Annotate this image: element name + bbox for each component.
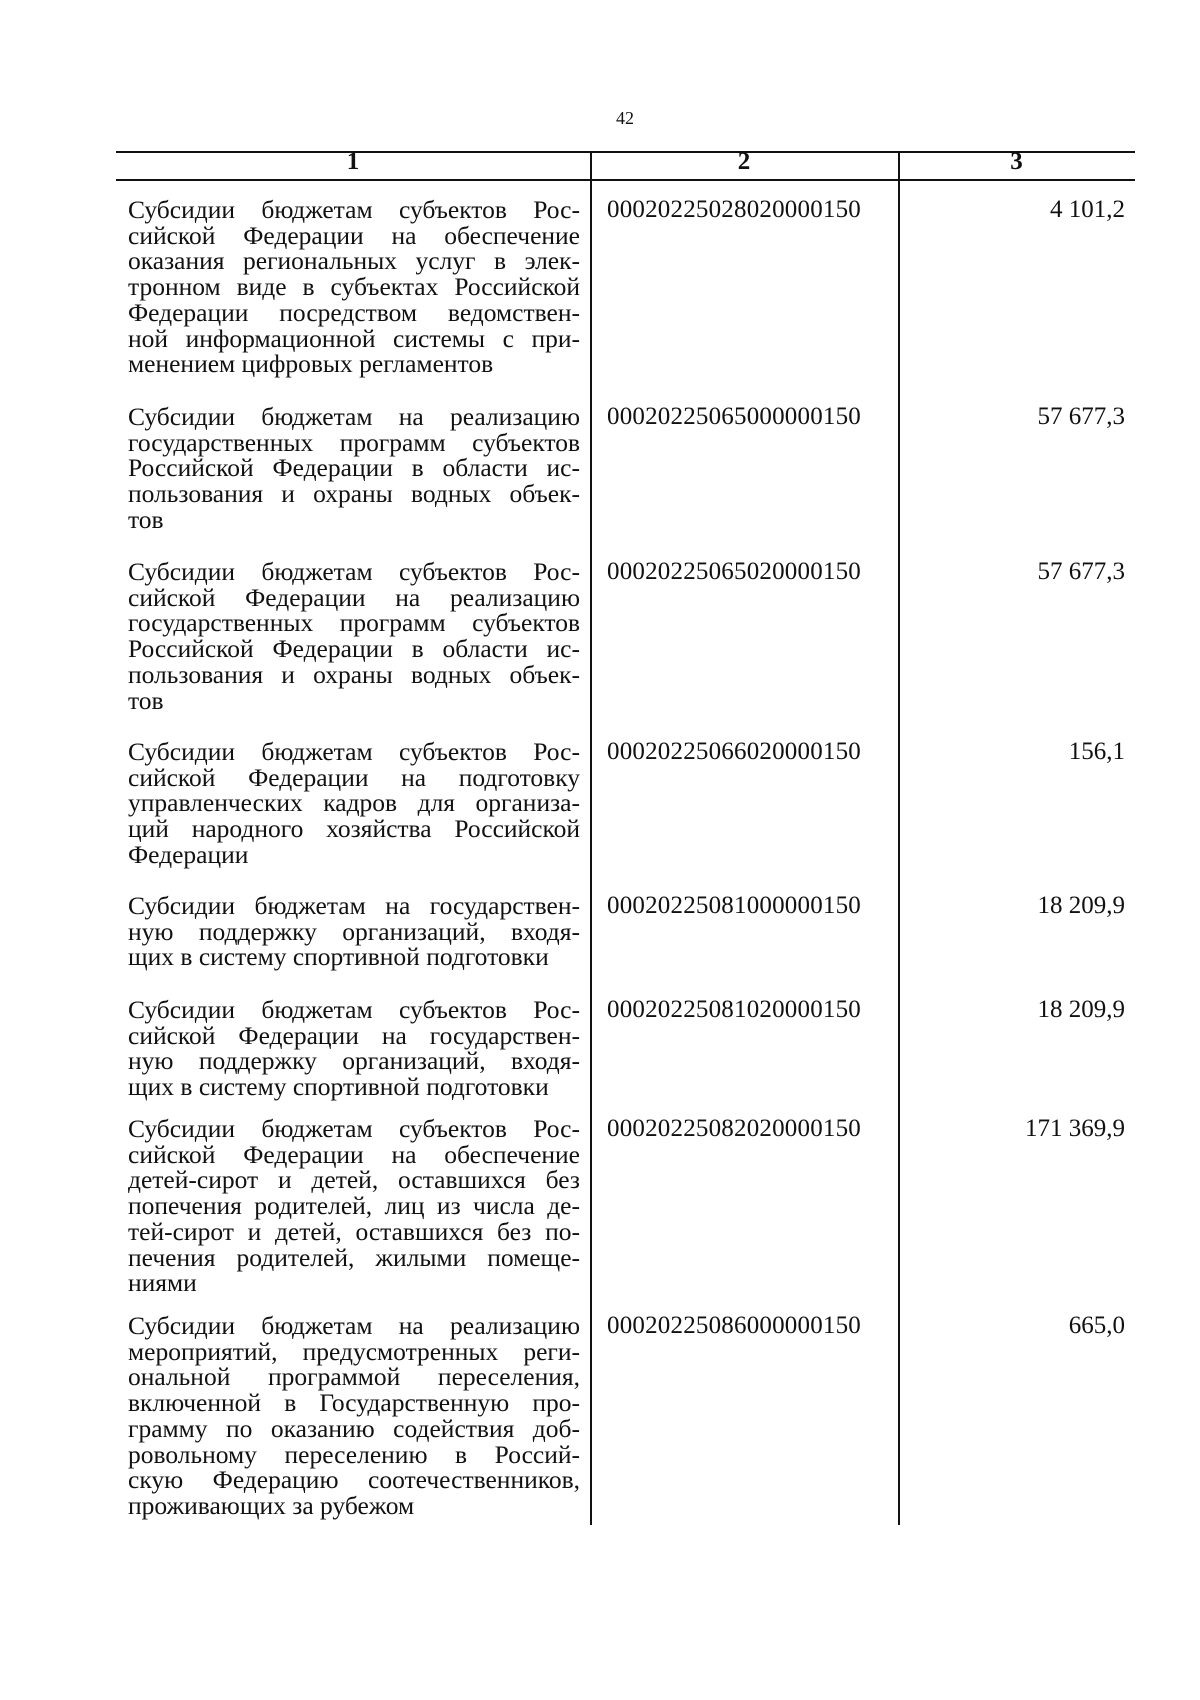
description-line: Российской Федерации в области ис- (128, 634, 580, 664)
description-line: детей-сирот и детей, оставшихся без (128, 1165, 580, 1195)
description-line: включенной в Государственную про- (128, 1388, 580, 1418)
description-line: Федерации (128, 839, 249, 869)
row-description (128, 1313, 580, 1519)
description-line: сийской Федерации на государствен- (128, 1020, 580, 1050)
column-header-3: 3 (1010, 148, 1023, 175)
row-amount: 665,0 (1068, 1312, 1125, 1339)
description-line: тов (128, 685, 164, 715)
row-code: 00020225028020000150 (607, 196, 861, 223)
description-line: пользования и охраны водных объек- (128, 659, 580, 689)
table-header-rule (116, 179, 1135, 181)
description-line: ций народного хозяйства Российской (128, 814, 580, 844)
description-line: менением цифровых регламентов (128, 349, 494, 379)
description-line: ровольному переселению в Россий- (128, 1439, 580, 1469)
description-line: печения родителей, жилыми помеще- (128, 1242, 580, 1272)
row-description (128, 893, 580, 970)
description-line: Российской Федерации в области ис- (128, 453, 580, 483)
description-line: скую Федерацию соотечественников, (128, 1465, 580, 1495)
description-line: проживающих за рубежом (128, 1490, 415, 1520)
description-line: Субсидии бюджетам субъектов Рос- (128, 557, 580, 586)
page-number: 42 (616, 108, 634, 128)
row-code: 00020225081000000150 (607, 892, 861, 919)
row-amount: 156,1 (1068, 738, 1125, 765)
column-header-1: 1 (346, 148, 360, 175)
row-code: 00020225086000000150 (607, 1312, 861, 1339)
row-code: 00020225066020000150 (607, 738, 861, 765)
description-line: мероприятий, предусмотренных реги- (128, 1336, 580, 1366)
description-line: ной информационной системы с при- (128, 323, 580, 353)
row-description (128, 404, 580, 533)
description-line: Субсидии бюджетам на государствен- (128, 891, 580, 920)
description-line: тронном виде в субъектах Российской (128, 272, 580, 302)
column-divider-2 (898, 151, 900, 1525)
description-line: Субсидии бюджетам на реализацию (128, 402, 580, 431)
description-line: ную поддержку организаций, входя- (128, 1046, 580, 1076)
row-description (128, 559, 580, 713)
row-description (128, 1116, 580, 1296)
description-line: попечения родителей, лиц из числа де- (128, 1191, 580, 1221)
description-line: сийской Федерации на обеспечение (128, 220, 580, 250)
description-line: Субсидии бюджетам субъектов Рос- (128, 995, 580, 1024)
row-amount: 18 209,9 (1037, 996, 1125, 1023)
description-line: грамму по оказанию содействия доб- (128, 1413, 580, 1443)
description-line: управленческих кадров для организа- (128, 788, 580, 818)
description-line: пользования и охраны водных объек- (128, 479, 580, 509)
description-line: сийской Федерации на подготовку (128, 762, 580, 792)
description-line: государственных программ субъектов (128, 608, 580, 638)
description-line: Субсидии бюджетам на реализацию (128, 1311, 580, 1340)
row-description (128, 739, 580, 868)
description-line: ную поддержку организаций, входя- (128, 916, 580, 946)
row-amount: 4 101,2 (1050, 196, 1125, 223)
row-amount: 171 369,9 (1025, 1115, 1125, 1142)
row-amount: 57 677,3 (1037, 403, 1125, 430)
description-line: ональной программой переселения, (128, 1362, 580, 1392)
description-line: оказания региональных услуг в элек- (128, 246, 580, 276)
description-line: Субсидии бюджетам субъектов Рос- (128, 1114, 580, 1143)
row-amount: 18 209,9 (1037, 892, 1125, 919)
description-line: Субсидии бюджетам субъектов Рос- (128, 195, 580, 224)
description-line: ниями (128, 1268, 197, 1298)
row-code: 00020225065000000150 (607, 403, 861, 430)
description-line: сийской Федерации на реализацию (128, 582, 580, 612)
column-divider-1 (590, 151, 592, 1525)
row-amount: 57 677,3 (1037, 558, 1125, 585)
row-description (128, 197, 580, 377)
description-line: тей-сирот и детей, оставшихся без по- (128, 1216, 580, 1246)
row-code: 00020225081020000150 (607, 996, 861, 1023)
description-line: Федерации посредством ведомствен- (128, 297, 580, 327)
description-line: тов (128, 504, 164, 534)
description-line: щих в систему спортивной подготовки (128, 1072, 549, 1102)
column-header-2: 2 (737, 148, 751, 175)
row-code: 00020225065020000150 (607, 558, 861, 585)
description-line: щих в систему спортивной подготовки (128, 942, 549, 972)
description-line: сийской Федерации на обеспечение (128, 1139, 580, 1169)
row-code: 00020225082020000150 (607, 1115, 861, 1142)
row-description (128, 997, 580, 1100)
description-line: Субсидии бюджетам субъектов Рос- (128, 737, 580, 766)
description-line: государственных программ субъектов (128, 427, 580, 457)
